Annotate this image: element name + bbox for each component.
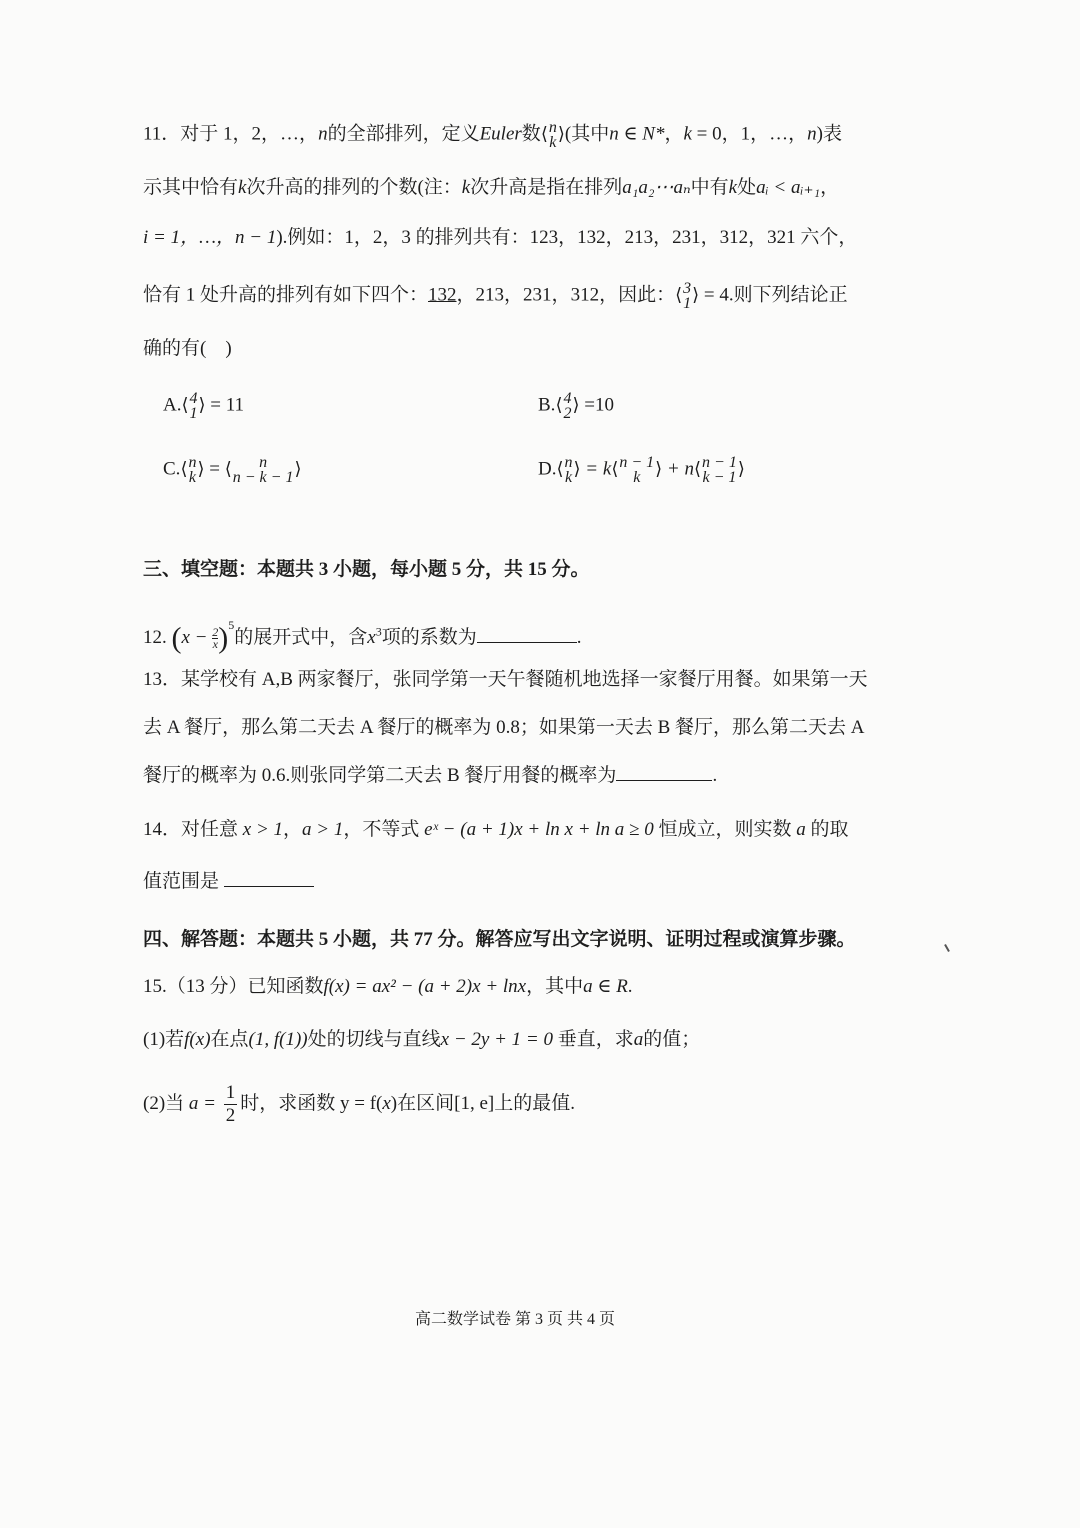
text: 次升高的排列的个数(注： (246, 177, 462, 198)
text: = 11 (205, 394, 245, 416)
top: n − 1 (702, 454, 737, 471)
denominator: 2 (225, 1105, 236, 1127)
q11-line-2 (143, 176, 839, 200)
text: 的全部排列，定义 (327, 123, 480, 145)
text: . (712, 765, 718, 786)
bottom: k − 1 (702, 469, 737, 486)
q11-line-5 (143, 337, 232, 361)
euler-symbol (233, 455, 294, 485)
option-label: C. (163, 458, 181, 480)
text: 的展开式中，含 (234, 627, 368, 648)
text: (1)若 (143, 1029, 185, 1050)
text: ， (283, 819, 303, 840)
text: . (576, 627, 582, 648)
section-3-heading: 三、填空题：本题共 3 小题，每小题 5 分，共 15 分。 (143, 559, 590, 580)
text: . (627, 976, 633, 997)
answer-blank[interactable] (224, 872, 314, 887)
text: )在区间[1, e]上的最值. (390, 1093, 575, 1114)
math: a₁a₂⋯aₙ (622, 177, 691, 198)
text: 恒成立，则实数 (653, 819, 797, 840)
text: )表 (816, 123, 842, 145)
angle-open: ⟨ (611, 458, 619, 479)
text: 处的切线与直线 (307, 1029, 441, 1050)
top: 4 (189, 390, 198, 407)
angle-open: ⟨ (556, 458, 564, 479)
text: ).例如：1，2，3 的排列共有：123，132，213，231，312，321 六个， (276, 227, 858, 248)
euler-symbol (619, 455, 654, 485)
denominator: x (212, 637, 218, 652)
angle-open: ⟨ (694, 458, 702, 479)
euler-symbol (190, 391, 198, 421)
top: 4 (563, 390, 572, 407)
exponent: 3 (375, 624, 382, 639)
q14-line-2 (143, 870, 314, 894)
question-12 (143, 613, 582, 655)
q15-part-1 (143, 1028, 700, 1052)
math: (1, f(1)) (248, 1029, 308, 1050)
top: 3 (683, 280, 692, 297)
angle-open: ⟨ (224, 458, 232, 479)
angle-close: ⟩ (655, 458, 663, 479)
q11-line-4: 恰有 1 处升高的排列有如下四个：132，213，231，312，因此：⟨ 3 1 ⟩ = 4.则下列结论正 (143, 280, 848, 312)
perm: 213 (475, 284, 505, 306)
math: k (461, 177, 471, 198)
angle-close: ⟩ (557, 123, 565, 144)
euler-symbol (565, 455, 573, 485)
text: 15.（13 分）已知函数 (143, 976, 324, 997)
euler-symbol (563, 391, 571, 421)
angle-open: ⟨ (180, 458, 188, 479)
text: (其中 (564, 123, 610, 145)
top: n (564, 454, 573, 471)
math: i = 1，…，n − 1 (143, 227, 277, 248)
bottom: k (633, 469, 641, 486)
math: x − 2y + 1 = 0 (440, 1029, 553, 1050)
text: ， (664, 123, 684, 145)
math: k (728, 177, 738, 198)
paren-open: ( (171, 621, 182, 655)
euler-symbol (702, 455, 737, 485)
bottom: 1 (683, 295, 692, 312)
angle-open: ⟨ (675, 284, 683, 305)
text: 示其中恰有 (143, 177, 239, 198)
math: = k (580, 458, 612, 480)
text: 垂直，求 (553, 1029, 634, 1050)
text: 的值； (643, 1029, 701, 1050)
text: ，不等式 (343, 819, 425, 840)
perm: 231 (523, 284, 552, 306)
perm: 312 (570, 284, 600, 306)
math: k (683, 123, 692, 145)
math: a ∈ R (583, 976, 628, 997)
text: (2)当 (143, 1093, 189, 1114)
math: aᵢ < aᵢ₊₁ (756, 177, 821, 198)
angle-open: ⟨ (555, 394, 563, 415)
text: 数 (521, 123, 541, 145)
text: ，因此： (599, 284, 676, 306)
option-label: B. (538, 394, 556, 416)
q15-line-1 (143, 975, 633, 999)
math: a (796, 819, 806, 840)
math: n (807, 123, 817, 145)
angle-open: ⟨ (181, 394, 189, 415)
top: n (188, 454, 197, 471)
text: ，其中 (526, 976, 584, 997)
math: a = (188, 1093, 221, 1114)
angle-close: ⟩ (573, 458, 581, 479)
euler-symbol (188, 455, 196, 485)
math: f(x) = ax² − (a + 2)x + lnx (323, 976, 527, 997)
question-number: 12. (143, 627, 167, 648)
numerator: 2 (212, 625, 219, 640)
text: 餐厅的概率为 0.6.则张同学第二天去 B 餐厅用餐的概率为 (143, 765, 617, 786)
angle-close: ⟩ (572, 394, 580, 415)
angle-close: ⟩ (692, 284, 700, 305)
math: x > 1 (242, 819, 284, 840)
fraction (224, 1082, 238, 1127)
text: 在点 (210, 1029, 249, 1050)
math: a (633, 1029, 644, 1050)
option-c (163, 455, 301, 485)
option-label: A. (163, 394, 182, 416)
math: Euler (479, 123, 522, 145)
math: x (382, 1093, 391, 1114)
exponent: 5 (228, 618, 235, 632)
top: n (548, 119, 557, 136)
angle-close: ⟩ (197, 458, 205, 479)
math: n (318, 123, 328, 145)
text: 时，求函数 y = f( (240, 1093, 383, 1114)
euler-symbol (549, 120, 557, 150)
option-label: D. (538, 458, 557, 480)
option-a (163, 391, 244, 421)
q13-line-1: 13．某学校有 A,B 两家餐厅，张同学第一天午餐随机地选择一家餐厅用餐。如果第一天 (143, 669, 868, 690)
text: 次升高是指在排列 (470, 177, 623, 198)
bottom: 2 (563, 405, 572, 422)
angle-close: ⟩ (737, 458, 745, 479)
math: + n (662, 458, 694, 480)
page-footer: 高二数学试卷 第 3 页 共 4 页 (414, 1311, 615, 1328)
bottom: k (564, 469, 573, 486)
numerator: 1 (225, 1082, 236, 1104)
text: = 0，1，…， (691, 123, 808, 145)
euler-symbol (683, 281, 691, 311)
q11-line-1 (143, 120, 842, 150)
text: 恰有 1 处升高的排列有如下四个： (143, 284, 429, 306)
math: f(x) (184, 1029, 211, 1050)
text: =10 (579, 394, 614, 416)
angle-close: ⟩ (294, 458, 302, 479)
q13-line-2: 去 A 餐厅，那么第二天去 A 餐厅的概率为 0.8；如果第一天去 B 餐厅，那么第二天去 A (143, 717, 865, 738)
text: = 4.则下列结论正 (699, 284, 848, 306)
math: k (238, 177, 247, 198)
scan-mark (944, 944, 950, 952)
bottom: 1 (189, 405, 198, 422)
q11-line-3 (143, 226, 857, 250)
text: 处 (737, 177, 757, 198)
text: 中有 (690, 177, 729, 198)
paren-close: ) (218, 621, 229, 655)
perm: 132 (428, 284, 457, 306)
text: 确的有( ) (143, 338, 232, 359)
text: ， (820, 177, 840, 198)
text: 14．对任意 (143, 819, 243, 840)
text: 项的系数为 (381, 627, 477, 648)
math: x (367, 627, 376, 648)
text: 值范围是 (143, 871, 224, 892)
math: n ∈ N* (609, 123, 665, 145)
text: = (204, 458, 225, 480)
math: eˣ − (a + 1)x + ln x + ln a ≥ 0 (424, 819, 654, 840)
top: n (259, 454, 268, 471)
q13-line-3 (143, 764, 717, 788)
math: x − (181, 627, 213, 648)
answer-blank[interactable] (477, 628, 577, 643)
bottom: k (549, 134, 557, 151)
answer-blank[interactable] (616, 766, 712, 781)
option-d (538, 455, 745, 485)
option-b (538, 391, 614, 421)
top: n − 1 (619, 454, 655, 471)
text: 对于 1，2，…， (180, 123, 319, 145)
q14-line-1 (143, 818, 849, 842)
bottom: n − k − 1 (232, 469, 294, 486)
angle-open: ⟨ (540, 123, 548, 144)
section-4-heading: 四、解答题：本题共 5 小题，共 77 分。解答应写出文字说明、证明过程或演算步骤。 (143, 929, 856, 950)
question-number: 11． (143, 123, 181, 145)
text: 的取 (805, 819, 849, 840)
q15-part-2 (143, 1080, 575, 1128)
math: a > 1 (302, 819, 344, 840)
angle-close: ⟩ (198, 394, 206, 415)
bottom: k (188, 469, 197, 486)
